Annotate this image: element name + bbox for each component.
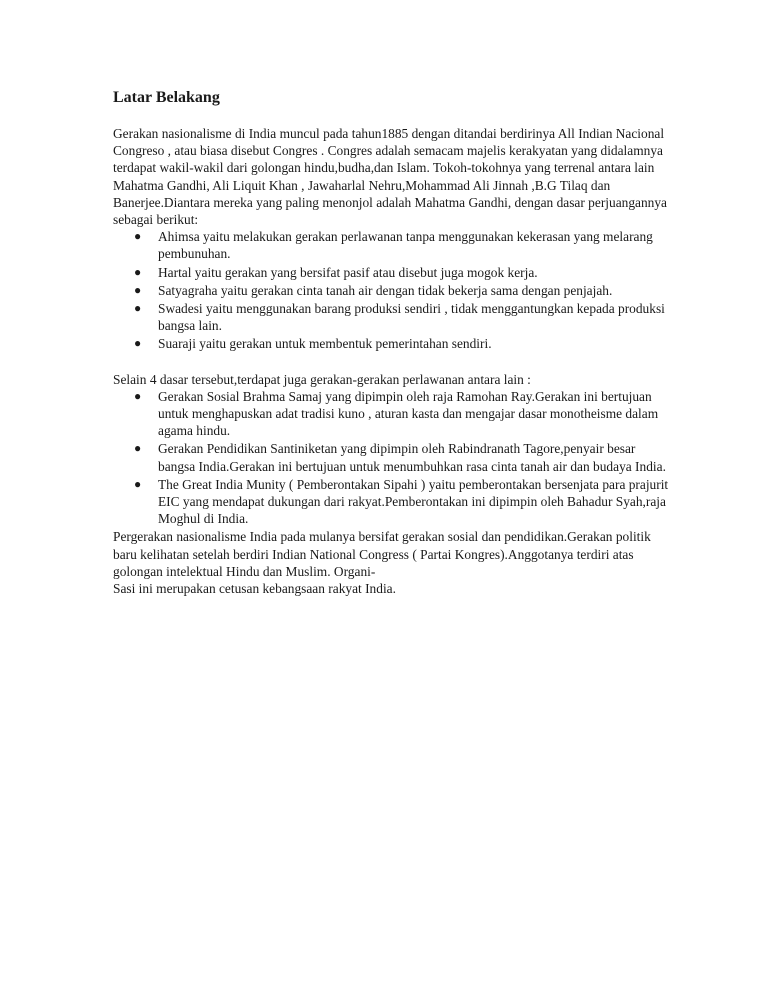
bullet-icon: ● <box>134 476 142 491</box>
list-item <box>113 228 673 262</box>
bullet-icon: ● <box>134 441 142 456</box>
closing-paragraph: Pergerakan nasionalisme India pada mulanya bersifat gerakan sosial dan pendidikan.Gerakan politik baru kelihatan setelah berdiri Indian National Congress ( Partai Kongres).Anggotanya terdiri atas golongan intelektual Hindu dan Muslim. Organi- <box>113 529 651 579</box>
document-page <box>113 88 673 597</box>
list-item <box>113 388 673 440</box>
list-item-text: The Great India Munity ( Pemberontakan Sipahi ) yaitu pemberontakan bersenjata para prajurit EIC yang mendapat dukungan dari rakyat.Pemberontakan ini dipimpin oleh Bahadur Syah,raja Moghul di India. <box>158 476 669 527</box>
list-item-text: Ahimsa yaitu melakukan gerakan perlawanan tanpa menggunakan kekerasan yang melarang pembunuhan. <box>158 229 653 262</box>
paragraph-spacer <box>113 354 673 371</box>
list-item-text: Gerakan Pendidikan Santiniketan yang dipimpin oleh Rabindranath Tagore,penyair besar bangsa India.Gerakan ini bertujuan untuk menumbuhkan rasa cinta tanah air dan budaya India. <box>158 441 666 474</box>
resistance-intro: Selain 4 dasar tersebut,terdapat juga gerakan-gerakan perlawanan antara lain : <box>113 371 531 387</box>
bullet-icon: ● <box>134 264 142 279</box>
list-item <box>113 300 673 334</box>
bullet-icon: ● <box>134 388 142 403</box>
list-item-text: Satyagraha yaitu gerakan cinta tanah air dengan tidak bekerja sama dengan penjajah. <box>158 282 613 298</box>
page-title: Latar Belakang <box>113 89 220 106</box>
list-item <box>113 476 673 528</box>
list-item <box>113 264 673 281</box>
bullet-icon: ● <box>134 336 142 351</box>
list-item <box>113 282 673 299</box>
bullet-icon: ● <box>134 282 142 297</box>
list-item <box>113 335 673 352</box>
list-item-text: Gerakan Sosial Brahma Samaj yang dipimpin oleh raja Ramohan Ray.Gerakan ini bertujuan untuk menghapuskan adat tradisi kuno , aturan kasta dan mengajar dasar monotheisme dalam agama hindu. <box>158 388 659 439</box>
movements-list <box>113 388 673 528</box>
list-item-text: Swadesi yaitu menggunakan barang produksi sendiri , tidak menggantungkan kepada produksi bangsa lain. <box>158 301 665 334</box>
list-item-text: Hartal yaitu gerakan yang bersifat pasif atau disebut juga mogok kerja. <box>158 264 538 280</box>
list-item <box>113 440 673 474</box>
bullet-icon: ● <box>134 229 142 244</box>
intro-paragraph: Gerakan nasionalisme di India muncul pada tahun1885 dengan ditandai berdirinya All Indian Nacional Congreso , atau biasa disebut Congres . Congres adalah semacam majelis kerakyatan yang didalamnya terdapat wakil-wakil dari golongan hindu,budha,dan Islam. Tokoh-tokohnya yang terrenal antara lain Mahatma Gandhi, Ali Liquit Khan , Jawaharlal Nehru,Mohammad Ali Jinnah ,B.G Tilaq dan Banerjee.Diantara mereka yang paling menonjol adalah Mahatma Gandhi, dengan dasar perjuangannya sebagai berikut: <box>113 126 667 228</box>
principles-list <box>113 228 673 352</box>
bullet-icon: ● <box>134 301 142 316</box>
list-item-text: Suaraji yaitu gerakan untuk membentuk pemerintahan sendiri. <box>158 336 492 352</box>
closing-line: Sasi ini merupakan cetusan kebangsaan rakyat India. <box>113 581 396 597</box>
